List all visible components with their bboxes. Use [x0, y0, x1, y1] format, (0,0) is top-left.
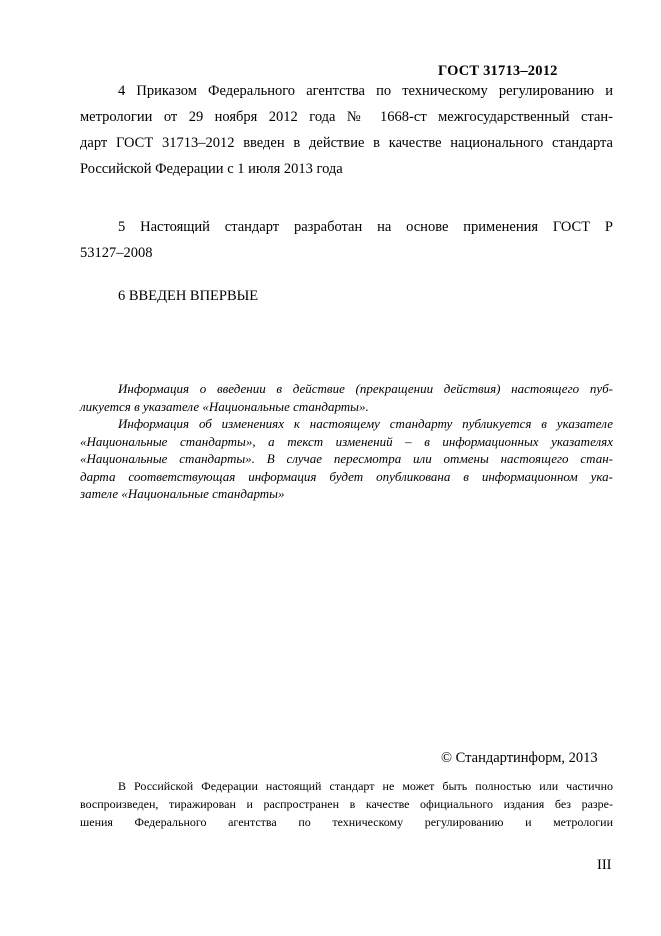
paragraph-5 — [80, 214, 613, 266]
paragraph-4 — [80, 78, 613, 182]
notice-line-3: шения Федерального агентства по техническому регулированию и метрологии — [80, 815, 613, 829]
paragraph-4-line-3: дарт ГОСТ 31713–2012 введен в действие в качестве национального стандарта — [80, 135, 613, 151]
page-number: III — [597, 857, 612, 873]
paragraph-4-line-2: метрологии от 29 ноября 2012 года № 1668-ст межгосударственный стан- — [80, 109, 613, 125]
reproduction-notice — [80, 777, 613, 831]
paragraph-5-line-2: 53127–2008 — [80, 245, 153, 261]
info-block-2-line-4: дарта соответствующая информация будет опубликована в информационном ука- — [80, 468, 613, 484]
standard-code-header: ГОСТ 31713–2012 — [438, 63, 558, 79]
info-block-1-line-1: Информация о введении в действие (прекращении действия) настоящего пуб- — [118, 381, 613, 396]
paragraph-6: 6 ВВЕДЕН ВПЕРВЫЕ — [118, 288, 259, 304]
info-block-2-line-2: «Национальные стандарты», а текст изменений – в информационных указателях — [80, 433, 613, 449]
info-block-2-line-3: «Национальные стандарты». В случае пересмотра или отмены настоящего стан- — [80, 451, 613, 466]
paragraph-4-line-4: Российской Федерации с 1 июля 2013 года — [80, 161, 343, 177]
info-block-2-line-5: зателе «Национальные стандарты» — [80, 486, 285, 501]
paragraph-5-line-1: 5 Настоящий стандарт разработан на основе применения ГОСТ Р — [118, 219, 613, 235]
copyright-line: © Стандартинформ, 2013 — [441, 750, 598, 766]
info-block-2-line-1: Информация об изменениях к настоящему стандарту публикуется в указателе — [118, 416, 613, 431]
info-block-1 — [80, 380, 613, 415]
info-block-2 — [80, 415, 613, 503]
info-block-1-line-2: ликуется в указателе «Национальные стандарты». — [80, 398, 369, 414]
notice-line-1: В Российской Федерации настоящий стандарт не может быть полностью или частично — [118, 779, 613, 793]
paragraph-4-line-1: 4 Приказом Федерального агентства по техническому регулированию и — [118, 83, 613, 99]
notice-line-2: воспроизведен, тиражирован и распространен в качестве официального издания без разре- — [80, 797, 613, 811]
